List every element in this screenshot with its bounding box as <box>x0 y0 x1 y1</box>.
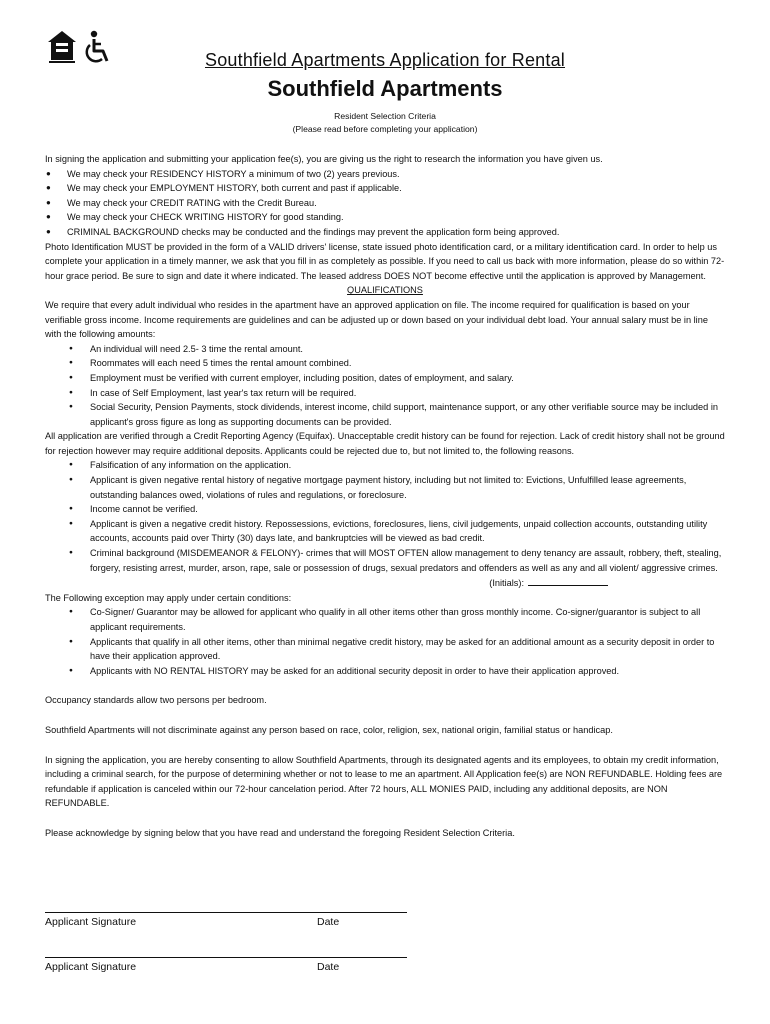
exceptions-list <box>45 605 725 678</box>
date-label: Date <box>317 916 340 928</box>
photo-id-paragraph: Photo Identification MUST be provided in the form of a VALID drivers' license, state issued photo identification card, or a military identification card. In order to help us complete your application in a timely manner, we ask that you fill in as completely as possible. If you need to call us back with more information, please do so within 72-hour grace period. Be sure to sign and date it where indicated. The leased address DOES NOT become effective until the application is approved by Management. <box>45 241 725 281</box>
list-item: ● We may check your CHECK WRITING HISTORY for good standing. <box>45 210 725 225</box>
form-title: Southfield Apartments Application for Rental <box>204 50 565 70</box>
list-item: ● Employment must be verified with current employer, including position, dates of employment, and salary. <box>45 371 725 386</box>
list-item: ● In case of Self Employment, last year's tax return will be required. <box>45 386 725 401</box>
credit-paragraph: All application are verified through a Credit Reporting Agency (Equifax). Unacceptable credit history can be found for rejection. Lack of credit history shall not be ground for rejection however may require additional deposits. Applicants could be rejected due to, but not limited to, the following reasons. <box>45 431 725 456</box>
list-item: ● We may check your RESIDENCY HISTORY a minimum of two (2) years previous. <box>45 167 725 182</box>
signature-row[interactable] <box>45 957 407 973</box>
initials-label: (Initials): <box>489 578 524 589</box>
signature-line[interactable] <box>45 912 407 913</box>
list-item: ● Income cannot be verified. <box>45 502 725 517</box>
qualifications-intro: We require that every adult individual who resides in the apartment have an approved application on file. The income required for qualification is based on your verifiable gross income. Income requirements are guidelines and can be adjusted up or down based on your individual debt load. Your annual salary must be in line with the following amounts: <box>45 299 708 340</box>
list-item: ● Falsification of any information on the application. <box>45 458 725 473</box>
income-requirements-list <box>45 342 725 430</box>
signature-line[interactable] <box>45 957 407 958</box>
signature-label: Applicant Signature <box>45 916 137 928</box>
list-item: ● We may check your CREDIT RATING with the Credit Bureau. <box>45 196 725 211</box>
initials-row <box>45 575 725 591</box>
signature-row[interactable] <box>45 912 407 928</box>
company-name: Southfield Apartments <box>267 76 503 101</box>
criteria-body <box>45 152 725 841</box>
list-item: ● Roommates will each need 5 times the rental amount combined. <box>45 356 725 371</box>
exceptions-intro: The Following exception may apply under certain conditions: <box>45 592 292 603</box>
qualifications-heading: QUALIFICATIONS <box>347 285 423 296</box>
signature-label: Applicant Signature <box>45 961 137 973</box>
date-label: Date <box>317 961 340 973</box>
list-item: ● Applicant is given a negative credit history. Repossessions, evictions, foreclosures, liens, civil judgements, unpaid collection accounts, outstanding utility accounts, accounts paid over Thirty (30) days late, and bankruptcies will be viewed as bad credit. <box>45 517 725 546</box>
list-item: ● Co-Signer/ Guarantor may be allowed for applicant who qualify in all other items other than gross monthly income. Co-signer/guarantor is subject to all applicant requirements. <box>45 605 725 634</box>
list-item: ● Applicant is given negative rental history of negative mortgage payment history, including but not limited to: Evictions, Unfulfilled lease agreements, outstanding balances owed, violations of rules and regulations, or foreclosure. <box>45 473 725 502</box>
list-item: ● An individual will need 2.5- 3 time the rental amount. <box>45 342 725 357</box>
rejection-reasons-list <box>45 458 725 575</box>
subtitle: Resident Selection Criteria <box>334 111 436 121</box>
reading-note: (Please read before completing your application) <box>292 124 478 134</box>
list-item: ● Applicants that qualify in all other items, other than minimal negative credit history, may be asked for an additional amount as a security deposit in order to have their application approved. <box>45 635 725 664</box>
nondiscrimination-text: Southfield Apartments will not discriminate against any person based on race, color, religion, sex, national origin, familial status or handicap. <box>45 724 613 735</box>
list-item: ● Criminal background (MISDEMEANOR & FELONY)- crimes that will MOST OFTEN allow management to deny tenancy are assault, robbery, theft, stealing, forgery, resisting arrest, murder, arson, rape, sale or possession of drugs, sexual predators and offenders as well as any and all violent/ aggressive crimes. <box>45 546 725 575</box>
intro-text: In signing the application and submitting your application fee(s), you are giving us the right to research the information you have given us. <box>45 154 603 164</box>
initials-field[interactable] <box>528 575 608 586</box>
acknowledge-text: Please acknowledge by signing below that you have read and understand the foregoing Resident Selection Criteria. <box>45 827 515 838</box>
list-item: ● CRIMINAL BACKGROUND checks may be conducted and the findings may prevent the application form being approved. <box>45 225 725 240</box>
consent-paragraph: In signing the application, you are hereby consenting to allow Southfield Apartments, through its designated agents and its employees, to obtain my credit information, including a criminal search, for the purpose of determining whether or not to lease to me an apartment. All Application fee(s) are NON REFUNDABLE. Holding fees are refundable if application is canceled within our 72-hour cancelation period. After 72 hours, ALL MONIES PAID, including any additional deposits, are NON REFUNDABLE. <box>45 754 723 809</box>
list-item: ● Applicants with NO RENTAL HISTORY may be asked for an additional security deposit in order to have their application approved. <box>45 664 725 679</box>
occupancy-text: Occupancy standards allow two persons per bedroom. <box>45 695 267 706</box>
check-list <box>45 167 725 240</box>
list-item: ● Social Security, Pension Payments, stock dividends, interest income, child support, maintenance support, or any other verifiable source may be included in applicant's gross figure as long as supporting documents can be provided. <box>45 400 725 429</box>
list-item: ● We may check your EMPLOYMENT HISTORY, both current and past if applicable. <box>45 181 725 196</box>
